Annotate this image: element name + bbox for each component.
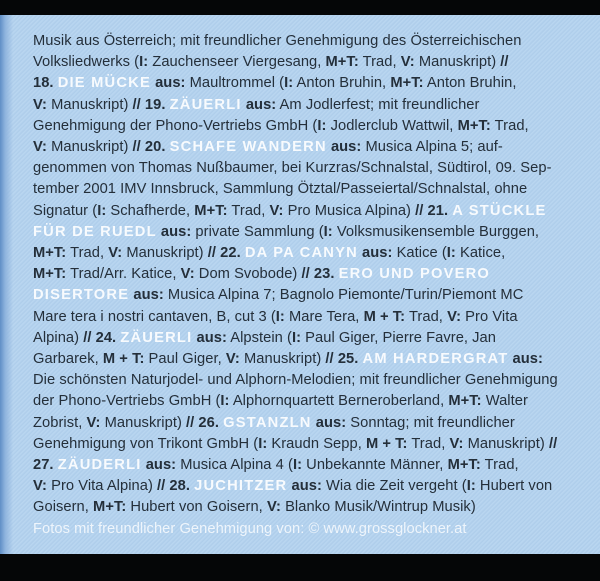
bold-label: V: xyxy=(269,202,284,219)
bold-label: M+T: xyxy=(33,266,67,283)
text-line xyxy=(33,328,582,349)
bold-label: // 20. xyxy=(132,139,166,156)
bold-label: aus: xyxy=(512,351,543,368)
text-segment: Volksliedwerks ( xyxy=(33,54,140,71)
text-line xyxy=(33,52,582,73)
text-segment: Die schönsten Naturjodel- und Alphorn-Melodien; mit freundlicher Genehmigung xyxy=(33,372,558,389)
text-segment: Trad, xyxy=(66,245,109,262)
bold-label: M+T: xyxy=(448,393,482,410)
text-line xyxy=(33,264,582,285)
text-segment: Manuskript) xyxy=(239,351,326,368)
bold-label: V: xyxy=(33,139,47,156)
track-title: DIE MÜCKE xyxy=(57,75,151,92)
text-line xyxy=(33,222,582,243)
text-segment: Manuskript) xyxy=(46,96,133,113)
text-segment: Zobrist, xyxy=(33,414,87,431)
text-segment: Trad, xyxy=(405,308,448,325)
text-line xyxy=(33,519,582,540)
text-segment: tember 2001 IMV Innsbruck, Sammlung Ötztal/Passeiertal/Schnalstal, ohne xyxy=(33,181,528,198)
text-segment: Musik aus Österreich; mit freundlicher Genehmigung des Österreichischen xyxy=(33,33,522,49)
bold-label: aus: xyxy=(145,457,177,474)
text-line xyxy=(33,349,582,370)
bold-label: I: xyxy=(317,117,327,134)
track-title: ERO UND POVERO xyxy=(338,266,491,283)
text-line xyxy=(33,31,582,52)
text-line xyxy=(33,476,582,497)
bold-label: V: xyxy=(447,308,462,325)
bold-label: aus: xyxy=(160,223,192,240)
text-segment: Signatur ( xyxy=(33,202,98,219)
text-segment: Manuskript) xyxy=(100,414,187,431)
bold-label: aus: xyxy=(245,96,277,113)
text-line xyxy=(33,201,582,222)
bold-label: aus: xyxy=(291,478,322,495)
track-title: A STÜCKLE xyxy=(452,202,547,219)
text-segment: Katice, xyxy=(455,245,506,262)
bold-label: M+T: xyxy=(390,75,424,92)
text-segment: Trad, xyxy=(490,117,529,134)
track-title: ZÄUERLI xyxy=(169,96,242,113)
bold-label: M+T: xyxy=(457,117,491,134)
text-line xyxy=(33,116,582,137)
text-segment: private Sammlung ( xyxy=(191,223,324,240)
text-line xyxy=(33,243,582,264)
bold-label: M + T: xyxy=(365,435,408,452)
text-segment: Alpstein ( xyxy=(226,329,292,346)
text-segment: Hubert von xyxy=(475,478,553,495)
text-segment: Alpina) xyxy=(33,329,84,346)
text-segment: Musica Alpina 7; Bagnolo Piemonte/Turin/Piemont MC xyxy=(163,287,524,304)
text-segment: Katice ( xyxy=(392,245,447,262)
text-segment: Paul Giger, xyxy=(144,351,226,368)
text-line xyxy=(33,179,582,200)
text-segment: Maultrommel ( xyxy=(185,75,285,92)
bold-label: aus: xyxy=(133,287,164,304)
text-segment: Manuskript) xyxy=(414,54,501,71)
text-segment: Trad/Arr. Katice, xyxy=(66,266,181,283)
text-line xyxy=(33,307,582,328)
track-title: DISERTORE xyxy=(33,287,130,304)
bold-label: I: xyxy=(284,75,294,92)
text-segment: Schafherde, xyxy=(106,202,195,219)
page-left-edge-shadow xyxy=(0,15,13,554)
bold-label: I: xyxy=(466,478,476,495)
text-segment: Dom Svobode) xyxy=(194,266,302,283)
track-title: FÜR DE RUEDL xyxy=(33,223,157,240)
track-title: DA PA CANYN xyxy=(244,245,358,262)
track-title: GSTANZLN xyxy=(223,414,312,431)
text-segment: Garbarek, xyxy=(33,351,103,368)
text-segment: Paul Giger, Pierre Favre, Jan xyxy=(301,329,496,346)
track-title: SCHAFE WANDERN xyxy=(169,139,327,156)
text-line xyxy=(33,158,582,179)
text-line xyxy=(33,497,582,518)
bold-label: // 23. xyxy=(301,266,335,283)
bold-label: aus: xyxy=(315,414,347,431)
bold-label: 18. xyxy=(33,75,54,92)
bold-label: aus: xyxy=(362,245,393,262)
bold-label: V: xyxy=(449,435,464,452)
text-line xyxy=(33,434,582,455)
bold-label: M+T: xyxy=(447,457,481,474)
text-segment: Sonntag; mit freundlicher xyxy=(346,414,515,431)
bold-label: // xyxy=(500,54,509,71)
bold-label: V: xyxy=(400,54,415,71)
text-segment: Mare Tera, xyxy=(284,308,364,325)
bold-label: V: xyxy=(225,351,240,368)
text-segment: Am Jodlerfest; mit freundlicher xyxy=(276,96,480,113)
text-segment: genommen von Thomas Nußbaumer, bei Kurzras/Schnalstal, Südtirol, 09. Sep- xyxy=(33,160,552,177)
text-line xyxy=(33,391,582,412)
bold-label: I: xyxy=(446,245,456,262)
text-segment: Anton Bruhin, xyxy=(293,75,391,92)
bold-label: 27. xyxy=(33,457,54,474)
text-line xyxy=(33,455,582,476)
text-line xyxy=(33,73,582,94)
bold-label: M + T: xyxy=(102,351,145,368)
text-line xyxy=(33,370,582,391)
track-title: AM HARDERGRAT xyxy=(362,351,509,368)
scan-border-bottom xyxy=(0,554,600,581)
text-segment: Jodlerclub Wattwil, xyxy=(326,117,458,134)
photo-credit: Fotos mit freundlicher Genehmigung von: © www.grossglockner.at xyxy=(33,520,467,537)
text-segment: Zauchenseer Viergesang, xyxy=(148,54,326,71)
bold-label: aus: xyxy=(155,75,186,92)
text-segment: Musica Alpina 5; auf- xyxy=(361,139,503,156)
text-segment: Volksmusikensemble Burggen, xyxy=(332,223,540,240)
bold-label: V: xyxy=(108,245,123,262)
text-segment: Blanko Musik/Wintrup Musik) xyxy=(280,499,476,516)
bold-label: // 22. xyxy=(207,245,241,262)
bold-label: // xyxy=(548,435,558,452)
text-segment: Mare tera i nostri cantaven, B, cut 3 ( xyxy=(33,308,276,325)
bold-label: V: xyxy=(180,266,195,283)
bold-label: I: xyxy=(97,202,107,219)
text-segment: Hubert von Goisern, xyxy=(126,499,267,516)
bold-label: // 24. xyxy=(83,329,117,346)
text-segment: Goisern, xyxy=(33,499,94,516)
booklet-page xyxy=(0,15,600,554)
text-segment: Trad, xyxy=(227,202,270,219)
text-segment: Manuskript) xyxy=(46,139,133,156)
text-segment: Manuskript) xyxy=(122,245,208,262)
bold-label: // 19. xyxy=(132,96,166,113)
bold-label: M + T: xyxy=(363,308,406,325)
text-segment: Trad, xyxy=(358,54,401,71)
bold-label: V: xyxy=(33,478,47,495)
bold-label: V: xyxy=(86,414,101,431)
bold-label: I: xyxy=(291,329,302,346)
bold-label: I: xyxy=(292,457,303,474)
text-segment: Unbekannte Männer, xyxy=(302,457,448,474)
text-segment: Alphornquartett Berneroberland, xyxy=(229,393,449,410)
bold-label: // 26. xyxy=(186,414,219,431)
text-segment: Walter xyxy=(481,393,528,410)
text-line xyxy=(33,95,582,116)
bold-label: I: xyxy=(258,435,268,452)
bold-label: I: xyxy=(220,393,230,410)
bold-label: aus: xyxy=(330,139,362,156)
bold-label: // 21. xyxy=(415,202,449,219)
bold-label: M+T: xyxy=(33,245,67,262)
bold-label: I: xyxy=(323,223,333,240)
bold-label: // 25. xyxy=(325,351,359,368)
bold-label: aus: xyxy=(196,329,227,346)
bold-label: I: xyxy=(139,54,149,71)
liner-notes-text xyxy=(33,31,582,540)
text-segment: Wia die Zeit vergeht ( xyxy=(321,478,467,495)
text-segment: Manuskript) xyxy=(463,435,549,452)
track-title: ZÄUERLI xyxy=(120,329,193,346)
text-line xyxy=(33,285,582,306)
text-segment: Pro Vita Alpina) xyxy=(46,478,158,495)
bold-label: M+T: xyxy=(194,202,228,219)
text-segment: Genehmigung von Trikont GmbH ( xyxy=(33,435,259,452)
bold-label: // 28. xyxy=(157,478,190,495)
bold-label: M+T: xyxy=(93,499,127,516)
text-segment: Trad, xyxy=(480,457,519,474)
track-title: JUCHITZER xyxy=(194,478,288,495)
track-title: ZÄUDERLI xyxy=(57,457,142,474)
bold-label: M+T: xyxy=(325,54,359,71)
text-line xyxy=(33,413,582,434)
text-segment: Musica Alpina 4 ( xyxy=(176,457,293,474)
bold-label: I: xyxy=(275,308,285,325)
text-segment: Genehmigung der Phono-Vertriebs GmbH ( xyxy=(33,117,318,134)
scan-border-top xyxy=(0,0,600,15)
text-segment: Anton Bruhin, xyxy=(423,75,517,92)
text-line xyxy=(33,137,582,158)
text-segment: der Phono-Vertriebs GmbH ( xyxy=(33,393,221,410)
bold-label: V: xyxy=(266,499,281,516)
bold-label: V: xyxy=(33,96,47,113)
text-segment: Pro Musica Alpina) xyxy=(283,202,416,219)
text-segment: Kraudn Sepp, xyxy=(267,435,366,452)
text-segment: Trad, xyxy=(407,435,450,452)
text-segment: Pro Vita xyxy=(461,308,518,325)
